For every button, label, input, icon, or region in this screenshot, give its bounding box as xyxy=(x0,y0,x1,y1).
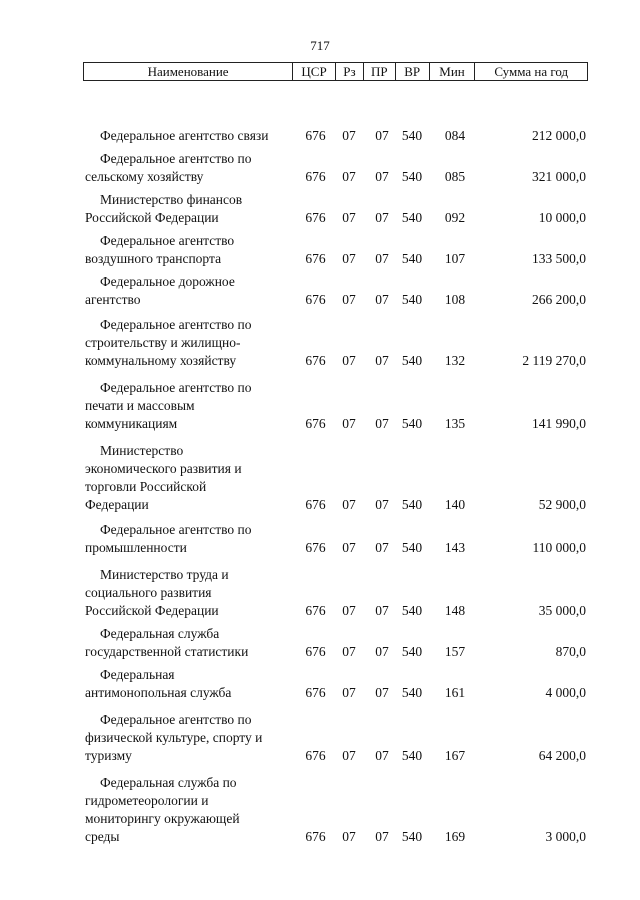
cell-rz: 07 xyxy=(342,540,356,555)
cell-pr: 07 xyxy=(375,685,389,700)
row-name-line: Федеральное агентство по xyxy=(100,151,252,166)
cell-min: 132 xyxy=(444,353,466,368)
cell-sum: 52 900,0 xyxy=(538,497,586,512)
cell-csr: 676 xyxy=(305,603,326,618)
row-name-line: Федеральное агентство по xyxy=(100,380,252,395)
cell-min: 092 xyxy=(444,210,466,225)
row-name xyxy=(83,442,292,514)
table-row xyxy=(83,711,588,765)
cell-sum: 3 000,0 xyxy=(545,829,586,844)
cell-min: 143 xyxy=(444,540,466,555)
row-name-line: Федеральное дорожное xyxy=(100,274,235,289)
cell-sum: 10 000,0 xyxy=(538,210,586,225)
cell-vr: 540 xyxy=(401,292,423,307)
cell-sum: 266 200,0 xyxy=(532,292,586,307)
cell-rz: 07 xyxy=(342,416,356,431)
cell-rz: 07 xyxy=(342,292,356,307)
row-name-line: Российской Федерации xyxy=(85,603,219,618)
header-rz: Рз xyxy=(335,63,363,80)
row-name-line: коммунальному хозяйству xyxy=(85,353,237,368)
cell-sum: 64 200,0 xyxy=(538,748,586,763)
cell-rz: 07 xyxy=(342,603,356,618)
row-name-line: Министерство xyxy=(100,443,184,458)
row-name-line: Федеральное агентство по xyxy=(100,317,252,332)
cell-sum: 133 500,0 xyxy=(532,251,586,266)
cell-csr: 676 xyxy=(305,497,326,512)
cell-pr: 07 xyxy=(375,540,389,555)
cell-sum: 212 000,0 xyxy=(532,128,586,143)
cell-rz: 07 xyxy=(342,210,356,225)
row-name-line: гидрометеорологии и xyxy=(85,793,209,808)
cell-pr: 07 xyxy=(375,416,389,431)
cell-vr: 540 xyxy=(401,829,423,844)
table-body xyxy=(83,122,588,846)
cell-vr: 540 xyxy=(401,128,423,143)
cell-rz: 07 xyxy=(342,685,356,700)
row-name-line: Федеральная служба xyxy=(100,626,220,641)
row-name-line: торговли Российской xyxy=(85,479,207,494)
cell-pr: 07 xyxy=(375,292,389,307)
header-sum: Сумма на год xyxy=(474,63,587,80)
row-name xyxy=(83,273,292,309)
cell-vr: 540 xyxy=(401,169,423,184)
row-name-line: антимонопольная служба xyxy=(85,685,232,700)
table-row xyxy=(83,273,588,309)
table-row xyxy=(83,625,588,661)
cell-rz: 07 xyxy=(342,251,356,266)
cell-min: 108 xyxy=(444,292,466,307)
header-min: Мин xyxy=(429,63,475,80)
cell-csr: 676 xyxy=(305,353,326,368)
table-row xyxy=(83,379,588,433)
cell-min: 084 xyxy=(444,128,466,143)
row-name-line: социального развития xyxy=(85,585,212,600)
row-name-line: Федеральная служба по xyxy=(100,775,237,790)
row-name-line: Федеральное агентство по xyxy=(100,712,252,727)
cell-pr: 07 xyxy=(375,169,389,184)
row-name-line: промышленности xyxy=(85,540,187,555)
row-name-line: печати и массовым xyxy=(85,398,195,413)
row-name-line: Министерство труда и xyxy=(100,567,229,582)
row-name xyxy=(83,232,292,268)
cell-min: 148 xyxy=(444,603,466,618)
row-name-line: сельскому хозяйству xyxy=(85,169,204,184)
cell-rz: 07 xyxy=(342,829,356,844)
cell-rz: 07 xyxy=(342,169,356,184)
row-name-line: государственной статистики xyxy=(85,644,249,659)
row-name xyxy=(83,625,292,661)
cell-csr: 676 xyxy=(305,685,326,700)
row-name xyxy=(83,191,292,227)
row-name-line: среды xyxy=(85,829,120,844)
cell-vr: 540 xyxy=(401,644,423,659)
cell-min: 157 xyxy=(444,644,466,659)
row-name-line: Федеральное агентство xyxy=(100,233,235,248)
cell-csr: 676 xyxy=(305,210,326,225)
table-row xyxy=(83,566,588,620)
table-row xyxy=(83,191,588,227)
header-pr: ПР xyxy=(363,63,395,80)
row-name xyxy=(83,711,292,765)
row-name xyxy=(83,379,292,433)
cell-vr: 540 xyxy=(401,416,423,431)
cell-rz: 07 xyxy=(342,353,356,368)
cell-vr: 540 xyxy=(401,748,423,763)
cell-pr: 07 xyxy=(375,497,389,512)
cell-csr: 676 xyxy=(305,416,326,431)
cell-pr: 07 xyxy=(375,603,389,618)
cell-vr: 540 xyxy=(401,497,423,512)
cell-csr: 676 xyxy=(305,128,326,143)
cell-pr: 07 xyxy=(375,128,389,143)
table-row xyxy=(83,442,588,514)
table-header xyxy=(83,62,588,81)
cell-sum: 110 000,0 xyxy=(532,540,586,555)
cell-rz: 07 xyxy=(342,128,356,143)
cell-csr: 676 xyxy=(305,251,326,266)
row-name xyxy=(83,666,292,702)
row-name xyxy=(83,521,292,557)
cell-pr: 07 xyxy=(375,210,389,225)
cell-csr: 676 xyxy=(305,748,326,763)
row-name-line: строительству и жилищно- xyxy=(85,335,241,350)
cell-sum: 141 990,0 xyxy=(532,416,586,431)
header-csr: ЦСР xyxy=(292,63,335,80)
cell-pr: 07 xyxy=(375,251,389,266)
table-row xyxy=(83,150,588,186)
cell-sum: 870,0 xyxy=(555,644,586,659)
cell-csr: 676 xyxy=(305,540,326,555)
cell-min: 140 xyxy=(444,497,466,512)
cell-vr: 540 xyxy=(401,603,423,618)
cell-pr: 07 xyxy=(375,748,389,763)
cell-csr: 676 xyxy=(305,292,326,307)
cell-vr: 540 xyxy=(401,540,423,555)
table-row xyxy=(83,316,588,370)
table-row xyxy=(83,774,588,846)
row-name xyxy=(83,150,292,186)
table-row xyxy=(83,232,588,268)
cell-pr: 07 xyxy=(375,353,389,368)
cell-sum: 2 119 270,0 xyxy=(522,353,586,368)
table-row xyxy=(83,127,588,145)
row-name-line: Федеральная xyxy=(100,667,175,682)
cell-rz: 07 xyxy=(342,644,356,659)
cell-rz: 07 xyxy=(342,748,356,763)
row-name-line: Министерство финансов xyxy=(100,192,243,207)
row-name xyxy=(83,774,292,846)
cell-min: 085 xyxy=(444,169,466,184)
row-name-line: Федеральное агентство по xyxy=(100,522,252,537)
cell-min: 169 xyxy=(444,829,466,844)
cell-csr: 676 xyxy=(305,644,326,659)
header-name: Наименование xyxy=(147,64,229,79)
row-name-line: Российской Федерации xyxy=(85,210,219,225)
cell-csr: 676 xyxy=(305,829,326,844)
cell-sum: 4 000,0 xyxy=(545,685,586,700)
row-name xyxy=(83,566,292,620)
cell-pr: 07 xyxy=(375,644,389,659)
row-name-line: агентство xyxy=(85,292,141,307)
cell-vr: 540 xyxy=(401,685,423,700)
row-name xyxy=(83,316,292,370)
cell-min: 167 xyxy=(444,748,466,763)
table-row xyxy=(83,521,588,557)
row-name-line: туризму xyxy=(85,748,132,763)
page-number: 717 xyxy=(310,38,330,53)
cell-min: 135 xyxy=(444,416,466,431)
cell-sum: 321 000,0 xyxy=(532,169,586,184)
row-name-line: экономического развития и xyxy=(85,461,242,476)
table-row xyxy=(83,666,588,702)
row-name-line: Федерации xyxy=(85,497,149,512)
row-name-line: коммуникациям xyxy=(85,416,178,431)
cell-rz: 07 xyxy=(342,497,356,512)
header-vr: ВР xyxy=(395,63,429,80)
cell-vr: 540 xyxy=(401,353,423,368)
row-name-line: физической культуре, спорту и xyxy=(85,730,263,745)
cell-min: 107 xyxy=(444,251,466,266)
cell-vr: 540 xyxy=(401,251,423,266)
cell-pr: 07 xyxy=(375,829,389,844)
row-name-line: воздушного транспорта xyxy=(85,251,222,266)
row-name-line: мониторингу окружающей xyxy=(85,811,240,826)
row-name-line: Федеральное агентство связи xyxy=(100,128,269,143)
cell-sum: 35 000,0 xyxy=(538,603,586,618)
cell-vr: 540 xyxy=(401,210,423,225)
cell-min: 161 xyxy=(444,685,466,700)
row-name xyxy=(83,127,292,145)
cell-csr: 676 xyxy=(305,169,326,184)
